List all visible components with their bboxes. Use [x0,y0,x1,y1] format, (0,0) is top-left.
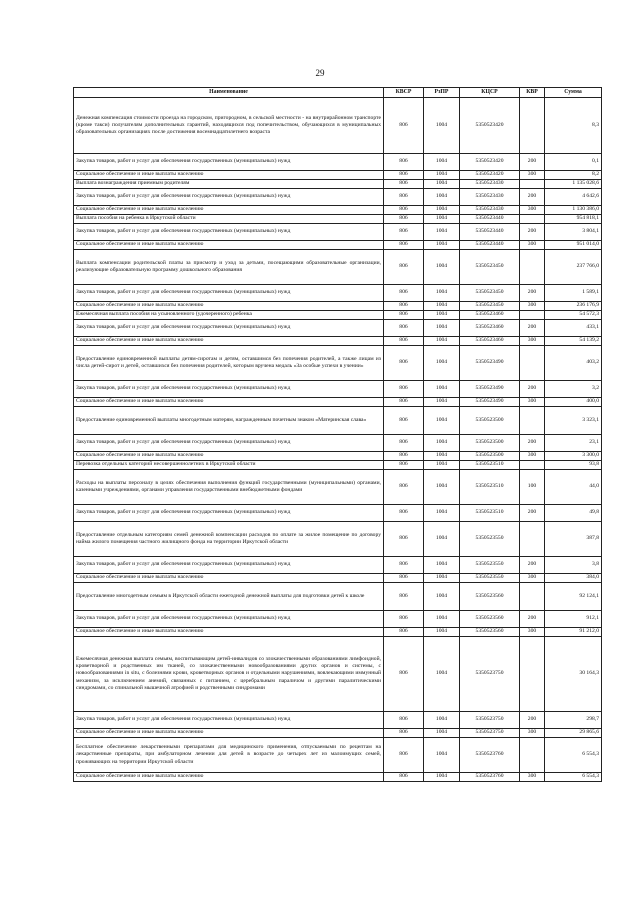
cell-name: Социальное обеспечение и иные выплаты населению [74,729,384,738]
cell-name: Социальное обеспечение и иные выплаты населению [74,452,384,461]
cell-name: Социальное обеспечение и иные выплаты населению [74,398,384,407]
table-row [74,522,602,557]
cell-kvsr: 806 [384,285,424,302]
cell-kvr: 300 [520,206,545,215]
cell-sum: 237 766,0 [545,250,602,285]
table-row [74,98,602,154]
cell-name: Закупка товаров, работ и услуг для обеспечения государственных (муниципальных) нужд [74,505,384,522]
cell-rzpr: 1004 [424,381,460,398]
cell-rzpr: 1004 [424,224,460,241]
table-row [74,346,602,381]
cell-rzpr: 1004 [424,398,460,407]
cell-kvsr: 806 [384,729,424,738]
cell-sum: 951 014,0 [545,241,602,250]
cell-rzpr: 1004 [424,557,460,574]
cell-sum: 400,0 [545,398,602,407]
page-number: 29 [315,68,325,78]
cell-kcsr: 5350523460 [460,311,520,320]
cell-kvsr: 806 [384,337,424,346]
cell-kvsr: 806 [384,398,424,407]
cell-name: Закупка товаров, работ и услуг для обеспечения государственных (муниципальных) нужд [74,285,384,302]
cell-kvr: 300 [520,171,545,180]
header-kvr: КВР [520,88,545,98]
cell-sum: 3 804,1 [545,224,602,241]
cell-kvsr: 806 [384,557,424,574]
cell-kcsr: 5350523450 [460,285,520,302]
cell-kvsr: 806 [384,189,424,206]
cell-kcsr: 5350523750 [460,712,520,729]
cell-kvr: 200 [520,712,545,729]
cell-rzpr: 1004 [424,522,460,557]
cell-name: Социальное обеспечение и иные выплаты населению [74,171,384,180]
cell-kvr: 200 [520,224,545,241]
cell-sum: 3,2 [545,381,602,398]
cell-kvr: 300 [520,241,545,250]
cell-sum: 8,2 [545,171,602,180]
header-kcsr: КЦСР [460,88,520,98]
table-row [74,637,602,712]
cell-sum: 1 130 386,0 [545,206,602,215]
cell-kvsr: 806 [384,171,424,180]
cell-sum: 8,3 [545,98,602,154]
cell-name: Перевозка отдельных категорий несовершеннолетних в Иркутской области [74,461,384,470]
header-sum: Сумма [545,88,602,98]
cell-kvsr: 806 [384,311,424,320]
cell-kcsr: 5350523510 [460,470,520,505]
cell-kcsr: 5350523500 [460,452,520,461]
table-row [74,320,602,337]
cell-rzpr: 1004 [424,206,460,215]
cell-kvr: 200 [520,189,545,206]
cell-name: Денежная компенсация стоимости проезда на городском, пригородном, в сельской местности - на внутрирайонном транспорте (кроме такси) получателям дополнительных гарантий, находящихся под попечительством, обучающихся в муниципальных образовательных организациях после достижения восемнадцатилетнего возраста [74,98,384,154]
cell-kcsr: 5350523420 [460,171,520,180]
cell-kvsr: 806 [384,302,424,311]
cell-rzpr: 1004 [424,154,460,171]
cell-sum: 236 176,9 [545,302,602,311]
header-name: Наименование [74,88,384,98]
table-row [74,452,602,461]
cell-sum: 387,8 [545,522,602,557]
cell-kcsr: 5350523420 [460,154,520,171]
cell-kcsr: 5350523500 [460,407,520,435]
cell-kcsr: 5350523550 [460,557,520,574]
cell-name: Предоставление единовременной выплаты детям-сиротам и детям, оставшимся без попечения родителей, а также лицам из числа детей-сирот и детей, оставшихся без попечения родителей, которым вручена медаль «За особые успехи в учении» [74,346,384,381]
cell-kvsr: 806 [384,637,424,712]
cell-name: Предоставление отдельным категориям семей денежной компенсации расходов по оплате за жилое помещение по договору найма жилого помещения частного жилищного фонда на территории Иркутской области [74,522,384,557]
table-row [74,574,602,583]
cell-kvr: 300 [520,628,545,637]
cell-rzpr: 1004 [424,505,460,522]
cell-kvr [520,583,545,611]
cell-name: Предоставление многодетным семьям в Иркутской области ежегодной денежной выплаты для подготовки детей к школе [74,583,384,611]
table-row [74,381,602,398]
cell-kcsr: 5350523460 [460,320,520,337]
cell-kvr: 200 [520,611,545,628]
cell-kcsr: 5350523430 [460,189,520,206]
table-row [74,505,602,522]
cell-kvr: 200 [520,154,545,171]
cell-kvr [520,250,545,285]
cell-rzpr: 1004 [424,729,460,738]
table-row [74,311,602,320]
cell-kcsr: 5350523500 [460,435,520,452]
cell-kcsr: 5350523490 [460,381,520,398]
table-row [74,241,602,250]
cell-rzpr: 1004 [424,611,460,628]
cell-kvr [520,461,545,470]
cell-kvsr: 806 [384,154,424,171]
cell-rzpr: 1004 [424,407,460,435]
cell-name: Предоставление единовременной выплаты многодетным матерям, награжденным почетным знаком «Материнская слава» [74,407,384,435]
cell-kcsr: 5350523450 [460,302,520,311]
cell-kvsr: 806 [384,583,424,611]
cell-kcsr: 5350523420 [460,98,520,154]
cell-kcsr: 5350523440 [460,224,520,241]
cell-kvsr: 806 [384,574,424,583]
cell-rzpr: 1004 [424,241,460,250]
cell-kvr: 300 [520,574,545,583]
cell-sum: 49,8 [545,505,602,522]
cell-name: Выплата вознаграждения приемным родителям [74,180,384,189]
cell-rzpr: 1004 [424,628,460,637]
cell-kvr [520,98,545,154]
cell-rzpr: 1004 [424,773,460,782]
cell-kcsr: 5350523510 [460,461,520,470]
cell-kcsr: 5350523560 [460,611,520,628]
budget-table [73,87,602,782]
table-row [74,398,602,407]
table-row [74,206,602,215]
cell-name: Социальное обеспечение и иные выплаты населению [74,337,384,346]
cell-sum: 30 164,3 [545,637,602,712]
cell-rzpr: 1004 [424,171,460,180]
cell-kvr: 200 [520,505,545,522]
cell-name: Ежемесячная выплата пособия на усыновленного (удочеренного) ребенка [74,311,384,320]
cell-rzpr: 1004 [424,435,460,452]
table-header-row [74,88,602,98]
table-row [74,407,602,435]
cell-kvsr: 806 [384,320,424,337]
cell-kvr [520,522,545,557]
cell-kvr: 300 [520,729,545,738]
cell-rzpr: 1004 [424,180,460,189]
cell-name: Социальное обеспечение и иные выплаты населению [74,241,384,250]
cell-kvsr: 806 [384,738,424,773]
cell-kvr [520,346,545,381]
table-row [74,285,602,302]
cell-kvsr: 806 [384,452,424,461]
table-row [74,215,602,224]
cell-kvr [520,311,545,320]
cell-kvsr: 806 [384,435,424,452]
cell-name: Бесплатное обеспечение лекарственными препаратами для медицинского применения, отпускаемыми по рецептам на лекарственные препараты, при амбулаторном лечении для детей в возрасте до четырех лет из малоимущих семей, проживающих на территории Иркутской области [74,738,384,773]
cell-sum: 93,8 [545,461,602,470]
cell-kvsr: 806 [384,407,424,435]
cell-kvsr: 806 [384,505,424,522]
table-body [74,98,602,782]
cell-name: Закупка товаров, работ и услуг для обеспечения государственных (муниципальных) нужд [74,712,384,729]
cell-kcsr: 5350523430 [460,206,520,215]
cell-kcsr: 5350523750 [460,729,520,738]
cell-sum: 44,0 [545,470,602,505]
cell-name: Закупка товаров, работ и услуг для обеспечения государственных (муниципальных) нужд [74,381,384,398]
cell-sum: 54 139,2 [545,337,602,346]
cell-sum: 6 554,3 [545,773,602,782]
table-row [74,461,602,470]
cell-sum: 29 865,6 [545,729,602,738]
cell-kcsr: 5350523460 [460,337,520,346]
cell-kvsr: 806 [384,241,424,250]
cell-sum: 4 642,6 [545,189,602,206]
cell-kcsr: 5350523760 [460,738,520,773]
cell-name: Закупка товаров, работ и услуг для обеспечения государственных (муниципальных) нужд [74,189,384,206]
cell-sum: 0,1 [545,154,602,171]
cell-name: Выплата компенсации родительской платы за присмотр и уход за детьми, посещающими образовательные организации, реализующие образовательную программу дошкольного образования [74,250,384,285]
cell-sum: 1 135 028,6 [545,180,602,189]
cell-sum: 912,1 [545,611,602,628]
cell-kvsr: 806 [384,346,424,381]
cell-name: Закупка товаров, работ и услуг для обеспечения государственных (муниципальных) нужд [74,320,384,337]
table-row [74,583,602,611]
cell-name: Закупка товаров, работ и услуг для обеспечения государственных (муниципальных) нужд [74,154,384,171]
cell-rzpr: 1004 [424,215,460,224]
cell-rzpr: 1004 [424,574,460,583]
cell-kvsr: 806 [384,180,424,189]
table-row [74,250,602,285]
cell-name: Закупка товаров, работ и услуг для обеспечения государственных (муниципальных) нужд [74,611,384,628]
cell-name: Социальное обеспечение и иные выплаты населению [74,574,384,583]
cell-name: Социальное обеспечение и иные выплаты населению [74,773,384,782]
table-row [74,154,602,171]
table-row [74,729,602,738]
cell-rzpr: 1004 [424,452,460,461]
cell-kvr: 200 [520,381,545,398]
cell-kvr: 200 [520,435,545,452]
cell-name: Закупка товаров, работ и услуг для обеспечения государственных (муниципальных) нужд [74,557,384,574]
cell-sum: 91 212,0 [545,628,602,637]
cell-sum: 92 124,1 [545,583,602,611]
table-row [74,557,602,574]
cell-sum: 6 554,3 [545,738,602,773]
cell-kvr [520,738,545,773]
cell-sum: 384,0 [545,574,602,583]
cell-kcsr: 5350523760 [460,773,520,782]
cell-kvsr: 806 [384,470,424,505]
cell-rzpr: 1004 [424,311,460,320]
cell-kvsr: 806 [384,522,424,557]
table-row [74,171,602,180]
table-row [74,712,602,729]
cell-kvr [520,180,545,189]
cell-rzpr: 1004 [424,320,460,337]
cell-name: Закупка товаров, работ и услуг для обеспечения государственных (муниципальных) нужд [74,224,384,241]
cell-kcsr: 5350523560 [460,583,520,611]
cell-rzpr: 1004 [424,250,460,285]
cell-kvr [520,407,545,435]
cell-sum: 298,7 [545,712,602,729]
table-row [74,224,602,241]
table-row [74,628,602,637]
cell-name: Социальное обеспечение и иные выплаты населению [74,206,384,215]
cell-kvr: 100 [520,470,545,505]
cell-kvsr: 806 [384,461,424,470]
cell-name: Социальное обеспечение и иные выплаты населению [74,302,384,311]
cell-name: Расходы на выплаты персоналу в целях обеспечения выполнения функций государственными (муниципальными) органами, казенными учреждениями, органами управления государственными внебюджетными фондами [74,470,384,505]
cell-rzpr: 1004 [424,285,460,302]
header-kvsr: КВСР [384,88,424,98]
cell-kcsr: 5350523750 [460,637,520,712]
cell-kvr: 300 [520,398,545,407]
cell-rzpr: 1004 [424,461,460,470]
cell-kcsr: 5350523490 [460,398,520,407]
cell-kcsr: 5350523560 [460,628,520,637]
cell-kcsr: 5350523440 [460,215,520,224]
cell-kvsr: 806 [384,206,424,215]
cell-rzpr: 1004 [424,302,460,311]
cell-kvr: 300 [520,302,545,311]
cell-rzpr: 1004 [424,470,460,505]
table-row [74,773,602,782]
cell-name: Социальное обеспечение и иные выплаты населению [74,628,384,637]
table-row [74,302,602,311]
table-row [74,189,602,206]
cell-rzpr: 1004 [424,337,460,346]
cell-name: Ежемесячная денежная выплата семьям, воспитывающим детей-инвалидов со злокачественными образованиями лимфоидной, кроветворной и родственных им тканей, со злокачественными новообразованиями других органов и системы, с новообразованиями in situ, с болезнями крови, кроветворных органов и отдельными нарушениями, вовлекающими иммунный механизм, за исключением анемий, связанных с питанием, с церебральным параличом и другими паралитическими синдромами, со спинальной мышечной атрофией и родственными синдромами [74,637,384,712]
cell-kcsr: 5350523490 [460,346,520,381]
cell-sum: 3,8 [545,557,602,574]
cell-kcsr: 5350523450 [460,250,520,285]
cell-sum: 23,1 [545,435,602,452]
cell-rzpr: 1004 [424,98,460,154]
cell-kvsr: 806 [384,98,424,154]
cell-rzpr: 1004 [424,189,460,206]
cell-sum: 3 323,1 [545,407,602,435]
cell-kvr: 200 [520,285,545,302]
cell-kvr: 300 [520,337,545,346]
table-row [74,180,602,189]
cell-kvsr: 806 [384,215,424,224]
cell-kvr [520,215,545,224]
cell-kvr: 300 [520,773,545,782]
cell-rzpr: 1004 [424,712,460,729]
cell-sum: 3 300,0 [545,452,602,461]
table-row [74,611,602,628]
header-rzpr: РзПР [424,88,460,98]
cell-kvr [520,637,545,712]
cell-kvsr: 806 [384,628,424,637]
cell-kcsr: 5350523440 [460,241,520,250]
table-row [74,435,602,452]
cell-name: Выплата пособия на ребенка в Иркутской области [74,215,384,224]
table-row [74,337,602,346]
cell-rzpr: 1004 [424,637,460,712]
cell-kcsr: 5350523430 [460,180,520,189]
cell-sum: 1 589,1 [545,285,602,302]
cell-kcsr: 5350523510 [460,505,520,522]
table-row [74,470,602,505]
cell-kvsr: 806 [384,381,424,398]
cell-sum: 954 818,1 [545,215,602,224]
cell-sum: 54 572,3 [545,311,602,320]
cell-kvsr: 806 [384,224,424,241]
cell-kvr: 200 [520,320,545,337]
cell-sum: 433,1 [545,320,602,337]
table-row [74,738,602,773]
cell-sum: 403,2 [545,346,602,381]
cell-rzpr: 1004 [424,583,460,611]
cell-kvr: 300 [520,452,545,461]
cell-kvsr: 806 [384,611,424,628]
cell-kvsr: 806 [384,250,424,285]
cell-kcsr: 5350523550 [460,522,520,557]
cell-rzpr: 1004 [424,738,460,773]
cell-kvsr: 806 [384,773,424,782]
cell-kvr: 200 [520,557,545,574]
cell-name: Закупка товаров, работ и услуг для обеспечения государственных (муниципальных) нужд [74,435,384,452]
cell-kcsr: 5350523550 [460,574,520,583]
cell-rzpr: 1004 [424,346,460,381]
cell-kvsr: 806 [384,712,424,729]
